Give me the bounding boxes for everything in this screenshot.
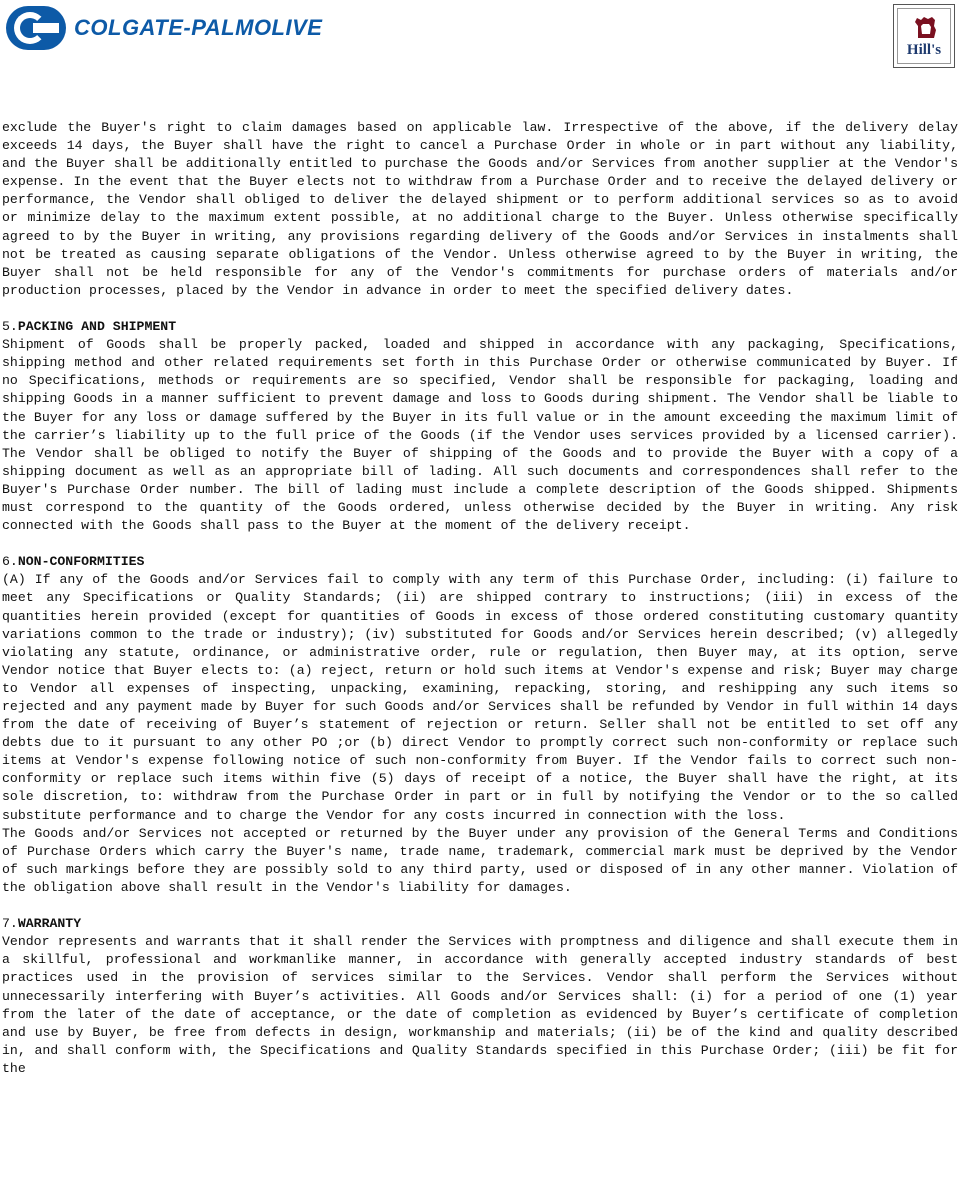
- section-number: 6.: [2, 554, 18, 570]
- colgate-logo-text: COLGATE-PALMOLIVE: [74, 15, 323, 40]
- section-5-heading: [2, 318, 958, 336]
- dog-silhouette-icon: [912, 14, 940, 40]
- hills-logo-text: Hill's: [906, 42, 942, 58]
- document-body: [2, 119, 958, 1078]
- section-title: PACKING AND SHIPMENT: [17, 319, 177, 335]
- section-number: 5.: [2, 319, 18, 335]
- section-title: NON-CONFORMITIES: [17, 554, 145, 570]
- page-header: [0, 0, 960, 80]
- section-7-paragraph: Vendor represents and warrants that it shall render the Services with promptness and diligence and shall execute them in a skillful, professional and workmanlike manner, in accordance with generally accepted industry standards of best practices used in the provision of services similar to the Services. Vendor shall perform the Services without unnecessarily interfering with Buyer’s activities. All Goods and/or Services shall: (i) for a period of one (1) year from the later of the date of acceptance, or the date of completion as evidenced by Buyer’s certificate of completion and use by Buyer, be free from defects in design, workmanship and materials; (ii) be of the kind and quality described in, and shall conform with, the Specifications and Quality Standards specified in this Purchase Order; (iii) be fit for the: [2, 934, 958, 1076]
- colgate-logo-icon: [6, 6, 66, 50]
- section-5-paragraph: Shipment of Goods shall be properly packed, loaded and shipped in accordance with any packaging, Specifications, shipping method and other related requirements set forth in this Purchase Order or otherwise communicated by Buyer. If no Specifications, methods or requirements are so specified, Vendor shall be responsible for packaging, loading and shipping Goods in a manner sufficient to prevent damage and loss to Goods during shipment. The Vendor shall be liable to the Buyer for any loss or damage suffered by the Buyer in its full value or in the amount exceeding the maximum limit of the carrier’s liability up to the full price of the Goods (if the Vendor uses services provided by a licensed carrier). The Vendor shall be obliged to notify the Buyer of shipping of the Goods and to provide the Buyer with a copy of a shipping document as well as an appropriate bill of lading. All such documents and correspondences shall refer to the Buyer's Purchase Order number. The bill of lading must include a complete description of the Goods shipped. Shipments must correspond to the quantity of the Goods ordered, unless otherwise decided by the Buyer in writing. Any risk connected with the Goods shall pass to the Buyer at the moment of the delivery receipt.: [2, 337, 958, 534]
- section-6-paragraph-b: The Goods and/or Services not accepted or returned by the Buyer under any provision of the General Terms and Conditions of Purchase Orders which carry the Buyer's name, trade name, trademark, commercial mark must be deprived by the Vendor of such markings before they are possibly sold to any third party, used or disposed of in any other manner. Violation of the obligation above shall result in the Vendor's liability for damages.: [2, 825, 958, 895]
- colgate-palmolive-logo: [6, 6, 322, 50]
- hills-logo: [893, 4, 955, 68]
- section-6-paragraph-a: (A) If any of the Goods and/or Services fail to comply with any term of this Purchase Order, including: (i) failure to meet any Specifications or Quality Standards; (ii) are shipped contrary to instructions; (iii) in excess of the quantities herein provided (except for quantities of Goods in excess of those ordered constituting customary quantity variations common to the trade or industry); (iv) substituted for Goods and/or Services herein described; (v) allegedly violating any statute, ordinance, or administrative order, rule or regulation, then Buyer may, at its option, serve Vendor notice that Buyer elects to: (a) reject, return or hold such items at Vendor's expense and risk; Buyer may charge to Vendor all expenses of inspecting, unpacking, examining, repacking, storing, and reshipping any such items so rejected and any payment made by Buyer for such Goods and/or Services shall be refunded by Vendor in full within 14 days from the date of receiving of Buyer’s statement of rejection or return. Seller shall not be entitled to set off any debts due to it pursuant to any other PO ;or (b) direct Vendor to promptly correct such non-conformity or replace such items at Vendor's expense following notice of such non-conformity from Buyer. If the Vendor fails to correct such non-conformity or replace such items within five (5) days of receipt of a notice, the Buyer shall have the right, at its sole discretion, to: withdraw from the Purchase Order in part or in full by notifying the Vendor or to the so called substitute performance and to charge the Vendor for any costs incurred in connection with the loss.: [2, 572, 958, 823]
- section-6-heading: [2, 553, 958, 571]
- section-title: WARRANTY: [17, 916, 82, 932]
- intro-paragraph: exclude the Buyer's right to claim damages based on applicable law. Irrespective of the above, if the delivery delay exceeds 14 days, the Buyer shall have the right to cancel a Purchase Order in whole or in part without any liability, and the Buyer shall be additionally entitled to purchase the Goods and/or Services from another supplier at the Vendor's expense. In the event that the Buyer elects not to withdraw from a Purchase Order and to receive the delayed delivery or performance, the Vendor shall obliged to deliver the delayed shipment or to perform additional services so as to avoid or minimize delay to the maximum extent possible, at no additional charge to the Buyer. Unless otherwise specifically agreed to by the Buyer in writing, any provisions regarding delivery of the Goods and/or Services in instalments shall not be treated as causing separate obligations of the Vendor. Unless otherwise agreed to by the Buyer in writing, the Buyer shall not be held responsible for any of the Vendor's commitments for purchase orders of materials and/or production processes, placed by the Vendor in advance in order to meet the specified delivery dates.: [2, 120, 958, 298]
- section-number: 7.: [2, 916, 18, 932]
- section-7-heading: [2, 915, 958, 933]
